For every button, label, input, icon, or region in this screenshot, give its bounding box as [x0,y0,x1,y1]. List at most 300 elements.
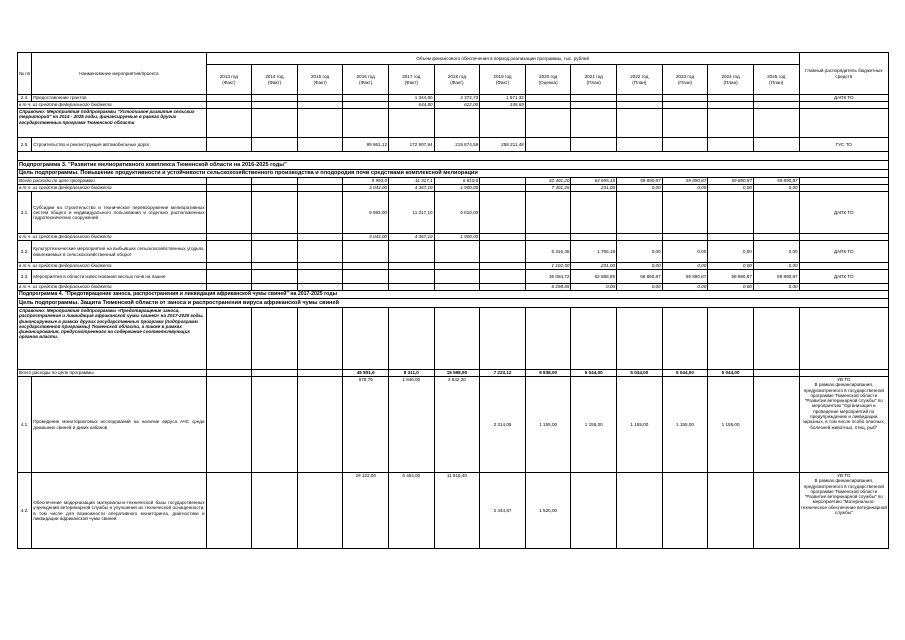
item-name: Субсидии на строительство и техническое перевооружение мелиоративных систем общего и индивидуального пользования и отдельно расположенных гидротехнических сооружений [32,192,206,234]
value-cell [571,234,617,241]
value-top: 6 454,00 [402,473,421,478]
value-cell: 59 890,87 [708,178,754,185]
value-cell [480,263,526,270]
value-cell [753,138,799,152]
value-cell [753,308,799,370]
value-cell [252,270,298,284]
value-cell: 5 044,00 [571,370,617,377]
value-cell [480,308,526,370]
value-cell [753,234,799,241]
value-cell [252,138,298,152]
total-label: Всего расходы по целе программы [18,370,207,377]
value-top: 29 122,06 [355,473,376,478]
value-cell [206,308,252,370]
value-cell: 9 838,00 [525,370,571,377]
value-cell: 9 993,0 [343,178,389,185]
manager-cell [799,109,888,138]
value-mid: 1 155,00 [676,422,694,427]
header-year [343,65,389,95]
header-year-type: (План) [586,79,601,85]
value-cell: 0,00 [708,284,754,291]
value-cell [617,377,663,473]
header-num: № пп [18,53,32,95]
value-cell [617,308,663,370]
value-cell [434,270,480,284]
value-cell [252,102,298,109]
header-year-label: 2024 год [721,74,740,80]
item-row [18,95,889,102]
value-cell: 0,00 [708,241,754,263]
value-cell: 3 043,00 [343,234,389,241]
value-cell [343,102,389,109]
value-cell [434,263,480,270]
value-cell [708,192,754,234]
value-top [253,377,296,383]
header-year-label: 2016 год [356,74,375,80]
value-cell [206,185,252,192]
value-top [527,377,570,383]
value-cell [252,263,298,270]
value-cell [571,192,617,234]
value-cell [206,102,252,109]
manager-cell: ДАПК ТО [799,192,888,234]
value-cell [708,234,754,241]
value-cell [297,138,343,152]
value-cell: 59 890,87 [753,178,799,185]
value-cell [297,109,343,138]
subline-row [18,284,889,291]
header-year-label: 2018 год [447,74,467,80]
value-cell [525,102,571,109]
value-cell [297,178,343,185]
value-cell [571,377,617,473]
value-cell [708,308,754,370]
value-cell: 59 890,87 [662,178,708,185]
value-top [572,377,615,383]
value-cell: 258 211,48 [480,138,526,152]
value-top [618,377,661,383]
header-year-type: (Факт) [267,79,282,85]
value-cell [252,370,298,377]
item-number: 2.4. [18,95,32,102]
value-cell [297,370,343,377]
value-top [709,377,752,383]
value-cell [206,241,252,263]
value-mid: 1 155,00 [539,422,558,427]
value-cell [389,263,435,270]
value-cell: 1 571,32 [480,95,526,102]
value-cell [343,377,389,473]
value-cell: 7 223,12 [480,370,526,377]
value-cell [662,473,708,549]
value-top [755,377,798,383]
item-name: Проведение мониторинговых исследований на наличие вируса АЧС среди домашних свиней и диких кабанов [32,377,206,473]
value-cell [252,95,298,102]
value-cell [297,95,343,102]
manager-cell: ДАПК ТО [799,95,888,102]
value-top [253,473,296,479]
value-cell [343,270,389,284]
header-year-type: (Факт) [313,79,327,85]
value-top: 2 642,20 [447,377,466,382]
header-year [662,65,708,95]
value-cell [525,192,571,234]
value-cell: 1 900,00 [434,234,480,241]
value-cell [617,192,663,234]
value-cell [297,192,343,234]
value-cell: 231,00 [571,263,617,270]
subline-row [18,234,889,241]
subline-label: в т.ч. из средств федерального бюджета [18,234,207,241]
header-year [753,65,799,95]
value-cell [343,263,389,270]
value-cell [480,270,526,284]
value-cell [343,109,389,138]
value-cell [708,95,754,102]
value-cell [525,109,571,138]
value-cell [480,109,526,138]
value-cell: 1 102,50 [525,263,571,270]
item-row [18,473,889,549]
value-top: 11 916,40 [446,473,467,478]
value-cell [571,473,617,549]
reference-row [18,308,889,370]
value-top: 1 846,00 [402,377,421,382]
value-cell: 0,00 [662,284,708,291]
subline-row [18,263,889,270]
value-cell: 0,00 [662,241,708,263]
value-cell: 59 890,87 [617,270,663,284]
value-cell [434,377,480,473]
header-year [480,65,526,95]
value-top [709,473,752,479]
header-year-type: (Факт) [359,79,373,85]
value-cell [617,473,663,549]
header-year-label: 2021 год [584,74,603,80]
value-cell [571,138,617,152]
value-top [755,473,798,479]
value-cell [343,308,389,370]
item-row [18,138,889,152]
value-cell: 59 890,87 [753,270,799,284]
value-mid: 2 444,87 [493,508,512,513]
value-top [618,473,661,479]
header-year-label: 2017 год [402,74,421,80]
value-cell [753,473,799,549]
value-cell: 6 298,65 [525,284,571,291]
header-year-type: (Факт) [495,79,510,85]
value-cell [571,308,617,370]
subline-row [18,185,889,192]
value-cell [662,138,708,152]
value-cell [297,473,343,549]
value-top [481,473,524,479]
value-cell [206,370,252,377]
value-cell [662,234,708,241]
value-cell [525,138,571,152]
value-top [664,377,707,383]
manager-note: В рамках финансирования, предусмотренного в государственной программе Тюменской области "Развитие ветеринарной службы" по мероприятию "Организация и проведение мероприятий по предупреждению и ликвидации заразных, в том числе особо опасных, болезней животных, птиц, рыб" [802,382,885,430]
header-year-type: (План) [632,79,647,85]
manager-cell [799,102,888,109]
subline-label: Всего расходы по целе программы [18,178,207,185]
value-cell: 5 044,00 [617,370,663,377]
item-number: 3.2. [18,241,32,263]
item-number: 3.1. [18,192,32,234]
value-mid: 1 155,00 [721,422,740,427]
item-row [18,192,889,234]
subline-label: в т.ч. из средств федерального бюджета [18,284,207,291]
value-cell [662,308,708,370]
value-cell [389,308,435,370]
value-cell: 89 861,12 [343,138,389,152]
value-cell: 9 993,00 [343,192,389,234]
value-cell [343,284,389,291]
header-year-type: (План) [723,79,738,85]
value-top [664,473,707,479]
value-cell [525,234,571,241]
item-row [18,241,889,263]
value-cell [252,473,298,549]
value-cell [389,270,435,284]
value-cell [662,102,708,109]
header-year-type: (Факт) [404,79,418,85]
value-cell [389,377,435,473]
value-cell [662,192,708,234]
manager-cell: ГУС ТО [799,138,888,152]
header-year-type: (Факт) [222,79,236,85]
value-cell [252,241,298,263]
reference-text: Справочно: Мероприятия подпрограммы «Предотвращение заноса, распространения и ликвидация африканской чумы свиней» на 2017-2025 годы, финансируемые в рамках других государственных программ (подпрограмм государственной программы) Тюменской области, а также в рамках финансирования, предусмотренного на содержание соответствующих органов власти. [18,308,207,370]
value-cell [480,284,526,291]
reference-row [18,109,889,138]
value-cell: 11 317,1 [389,178,435,185]
value-top [299,377,342,383]
item-name: Строительство и реконструкция автомобильных дорог [32,138,206,152]
value-cell [753,95,799,102]
header-year [525,65,571,95]
header-year-type: (Оценка) [538,79,558,85]
value-cell [434,109,480,138]
value-cell [206,95,252,102]
value-cell [206,284,252,291]
value-cell: 1 900,00 [434,185,480,192]
value-cell [206,109,252,138]
manager-cell: ДАПК ТО [799,270,888,284]
value-cell [297,377,343,473]
value-cell [753,102,799,109]
value-cell [708,377,754,473]
value-cell [252,308,298,370]
value-cell [662,95,708,102]
value-cell [434,241,480,263]
value-cell [206,178,252,185]
value-cell [480,377,526,473]
value-cell [206,138,252,152]
value-top: 678,79 [358,377,373,382]
value-cell: 5 044,00 [708,370,754,377]
value-cell: 6 810,00 [434,192,480,234]
header-year [297,65,343,95]
manager-cell [799,234,888,241]
value-cell [206,270,252,284]
value-cell [617,102,663,109]
value-cell: 11 317,10 [389,192,435,234]
value-cell [389,284,435,291]
value-top [299,473,342,479]
header-year-label: 2014 год [265,74,284,80]
value-top [527,473,570,479]
header-year [617,65,663,95]
value-cell [343,473,389,549]
value-cell [297,241,343,263]
value-cell: 5 044,00 [662,370,708,377]
header-year [708,65,754,95]
section-row [18,161,889,170]
value-cell [525,473,571,549]
section-title: Подпрограмма 4. "Предотвращение заноса, распространения и ликвидация африканской чумы свиней" на 2017-2025 годы [18,291,889,299]
value-top [572,473,615,479]
value-cell [480,234,526,241]
value-cell [434,308,480,370]
header-year [252,65,298,95]
value-cell [297,284,343,291]
value-mid: 1 520,00 [539,508,558,513]
subline-label: в т.ч. из средств федерального бюджета [18,102,207,109]
value-cell: 0,00 [753,263,799,270]
value-cell [206,263,252,270]
manager-cell [799,377,888,473]
value-cell [206,192,252,234]
value-cell [297,102,343,109]
section-title: Цель подпрограммы. Повышение продуктивности и устойчивости сельскохозяйственного производства и плодородия почв средствами комплексной мелиорации [18,170,889,178]
value-cell [343,95,389,102]
header-manager: Главный распорядитель бюджетных средств [799,53,888,95]
value-cell [617,95,663,102]
item-name: Обеспечение модернизации материально-технической базы государственных учреждений ветеринарной службы и улучшения их технической оснащенности, в том числе для возможности оперативного мониторинга, диагностики и ликвидации африканской чумы свиней [32,473,206,549]
value-cell: 6 316,45 [525,241,571,263]
value-cell [389,241,435,263]
value-cell [480,178,526,185]
value-cell [252,178,298,185]
value-cell [206,473,252,549]
value-cell: 59 890,87 [617,178,663,185]
financing-table [17,52,889,549]
value-cell [753,192,799,234]
section-row [18,291,889,299]
item-number: 4.1. [18,377,32,473]
value-cell [480,241,526,263]
value-cell: 172 907,94 [389,138,435,152]
value-cell: 231,00 [571,185,617,192]
item-number: 4.2. [18,473,32,549]
value-cell [708,102,754,109]
item-row [18,377,889,473]
subline-row [18,178,889,185]
value-cell: 0,00 [662,263,708,270]
value-cell [662,109,708,138]
header-financing: Объем финансового обеспечения в период реализации программы, тыс. рублей [206,53,799,65]
value-cell [206,377,252,473]
manager-cell [799,263,888,270]
header-name: Наименование мероприятия/проекта [32,53,206,95]
value-cell: 42 401,20 [525,178,571,185]
value-cell: 3 043,00 [343,185,389,192]
value-cell [343,241,389,263]
section-row [18,170,889,178]
value-mid: 1 155,00 [630,422,649,427]
value-cell [753,109,799,138]
value-cell [753,377,799,473]
value-cell: 7 401,25 [525,185,571,192]
header-year [434,65,480,95]
header-year-label: 2020 год [539,74,558,80]
value-cell: 6 810,0 [434,178,480,185]
value-cell [708,138,754,152]
header-year-label: 2013 год [219,74,238,80]
value-cell: 0,00 [708,263,754,270]
item-name: Мероприятия в области известкования кислых почв на пашне [32,270,206,284]
value-cell: 345,69 [480,102,526,109]
value-cell: 0,00 [571,284,617,291]
value-cell [571,102,617,109]
value-cell [252,185,298,192]
header-year-type: (План) [769,79,784,85]
value-cell [389,109,435,138]
value-cell: 4 367,10 [389,234,435,241]
value-cell [297,263,343,270]
manager-cell [799,370,888,377]
value-cell [252,284,298,291]
item-number: 3.3. [18,270,32,284]
header-year-type: (Факт) [450,79,464,85]
value-cell [708,109,754,138]
value-cell [662,377,708,473]
manager-head: УВ ТО [837,473,851,478]
reference-text: Справочно: Мероприятия подпрограммы "Устойчивое развитие сельских территорий" на 2014 - 2025 годы, финансируемые в рамках других государственных программ Тюменской области [18,109,207,138]
value-cell [252,109,298,138]
blank-row [18,152,889,161]
manager-cell [799,178,888,185]
value-mid: 1 155,00 [584,422,603,427]
manager-cell [799,473,888,549]
value-cell: 36 084,72 [525,270,571,284]
value-cell [389,473,435,549]
value-cell [434,473,480,549]
value-cell [571,109,617,138]
value-cell [617,109,663,138]
value-cell: 219 874,59 [434,138,480,152]
value-cell: 644,80 [389,102,435,109]
value-cell: 59 890,87 [708,270,754,284]
subline-label: в т.ч. из средств федерального бюджета [18,185,207,192]
value-cell: 0,00 [753,185,799,192]
subline-label: в т.ч. из средств федерального бюджета [18,263,207,270]
value-cell [252,234,298,241]
value-cell: 0,00 [617,263,663,270]
header-year-label: 2019 год [493,74,512,80]
value-cell: 2 372,73 [434,95,480,102]
value-cell: 62 888,95 [571,270,617,284]
value-cell [525,308,571,370]
value-cell: 59 890,87 [662,270,708,284]
value-cell [480,473,526,549]
value-cell: 15 598,90 [434,370,480,377]
value-cell: 0,00 [617,284,663,291]
value-cell: 0,00 [753,241,799,263]
value-cell: 622,00 [434,102,480,109]
value-cell [297,234,343,241]
